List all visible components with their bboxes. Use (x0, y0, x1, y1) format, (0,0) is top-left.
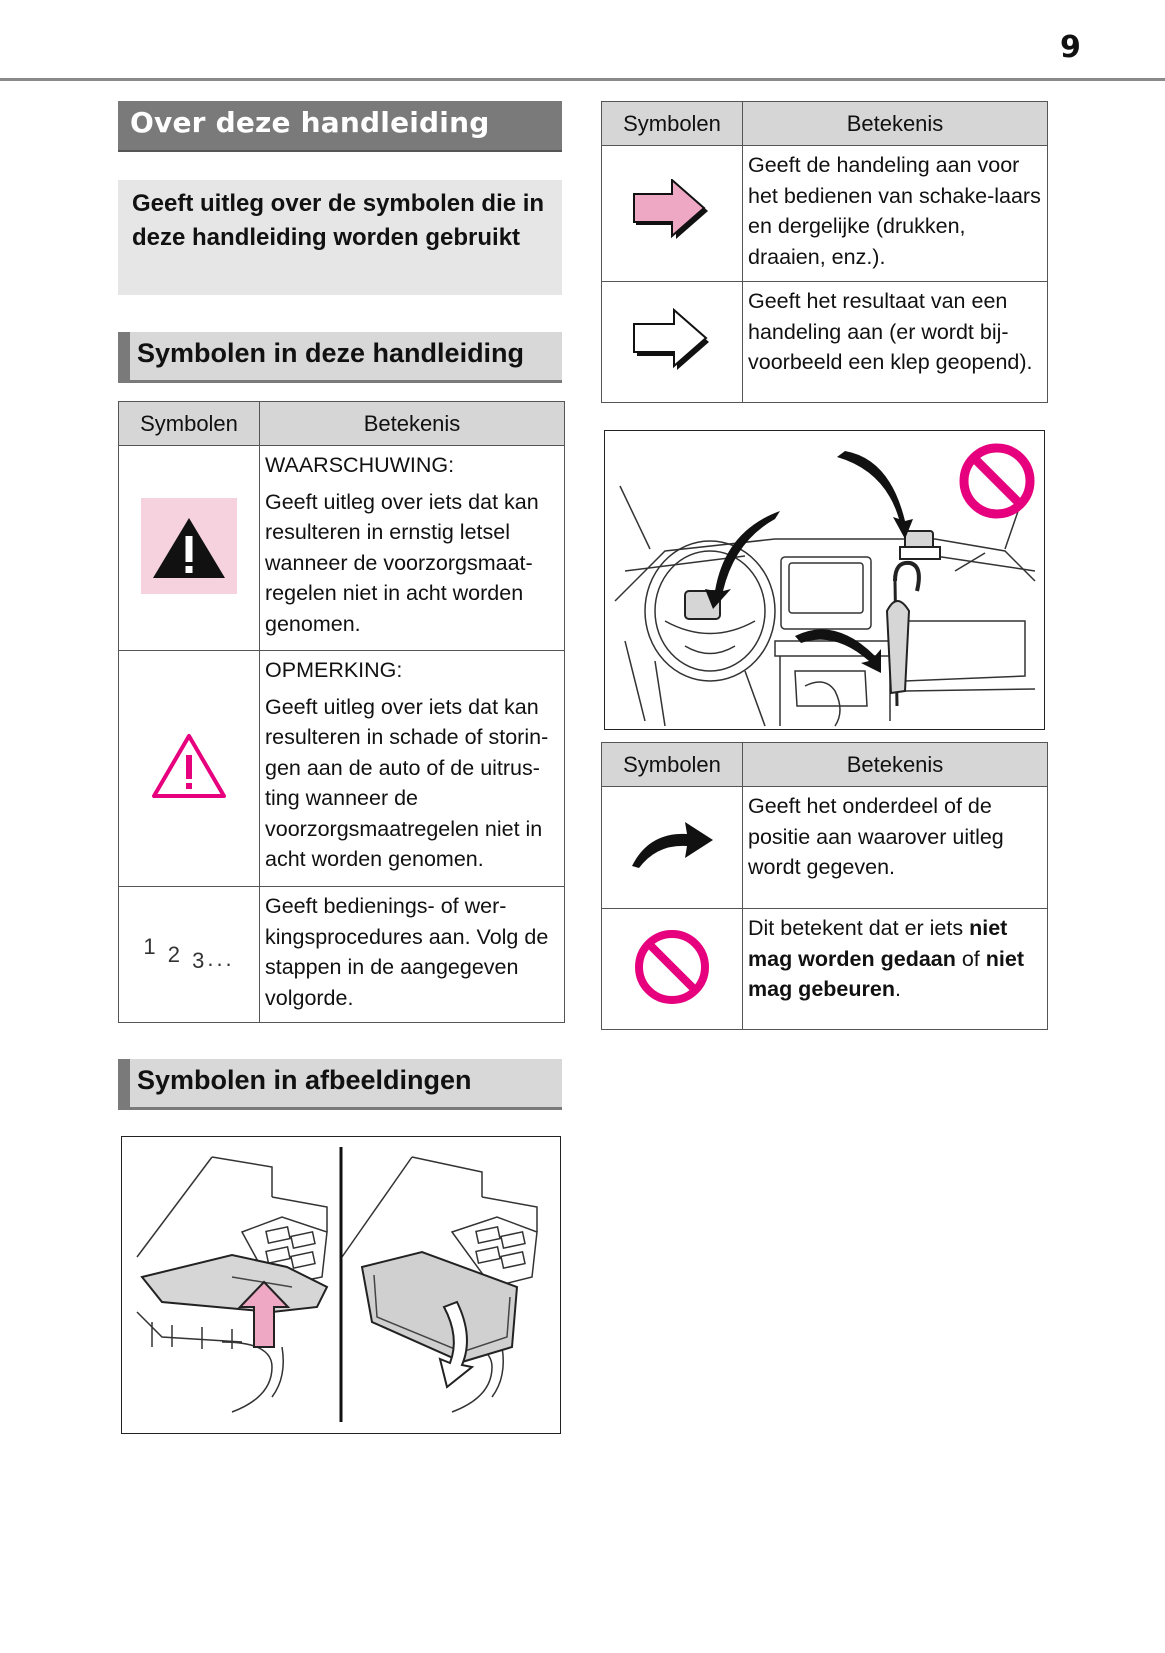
symbols-table-manual (118, 401, 565, 1023)
row-text: Geeft bedienings- of wer-kingsprocedures aan. Volg de stappen in de aangegeven volgorde. (265, 894, 549, 1010)
table-header-symbols: Symbolen (602, 102, 743, 146)
chapter-title: Over deze handleiding (130, 106, 490, 139)
text-part: . (894, 977, 901, 1001)
intro-text: Geeft uitleg over de symbolen die in deze handleiding worden gebruikt (132, 190, 545, 251)
row-text: Geeft uitleg over iets dat kan resulteren in schade of storin-gen aan de auto of de uitrus-ting wanneer de voorzorgsmaatregelen niet in acht worden genomen. (265, 694, 549, 871)
table-row (119, 651, 565, 887)
section-title: Symbolen in afbeeldingen (137, 1065, 472, 1095)
text-part: of (955, 946, 986, 971)
prohibition-icon (632, 927, 712, 1007)
step-numbers-icon (119, 933, 259, 973)
step-number-three: 3 (192, 947, 208, 973)
curved-pointer-arrow-icon (629, 818, 715, 872)
row-text: Geeft de handeling aan voor het bedienen van schake-laars en dergelijke (drukken, draaien, enz.). (748, 153, 1041, 269)
pink-operation-arrow-icon (632, 179, 712, 243)
section-title: Symbolen in deze handleiding (137, 338, 525, 368)
illustration-dashboard (604, 430, 1045, 730)
section-heading-symbols-manual (118, 332, 562, 383)
row-text: Geeft het resultaat van een handeling aan (er wordt bij-voorbeeld een klep geopend). (748, 289, 1033, 374)
notice-triangle-icon (150, 731, 228, 801)
warning-triangle-icon (141, 498, 237, 594)
symbols-table-figures (601, 742, 1048, 1030)
row-text: Geeft het onderdeel of de positie aan waarover uitleg wordt gegeven. (748, 794, 1004, 879)
dashboard-drawing (605, 431, 1044, 729)
table-header-meaning: Betekenis (743, 743, 1048, 787)
table-row (119, 887, 565, 1023)
emphasis-text: niet mag gebeuren (748, 946, 1024, 1001)
table-header-meaning: Betekenis (743, 102, 1048, 146)
step-number-one: 1 (143, 933, 159, 959)
table-row (602, 146, 1048, 282)
outline-result-arrow-icon (632, 308, 712, 372)
row-text (748, 913, 1043, 1005)
table-row (602, 909, 1048, 1030)
header-rule (0, 78, 1165, 81)
row-title: OPMERKING: (265, 658, 403, 682)
overhead-console-drawing (122, 1137, 560, 1433)
text-part: Dit betekent dat er iets (748, 916, 970, 940)
step-number-two: 2 (167, 941, 183, 967)
illustration-overhead-console (121, 1136, 561, 1434)
page-number: 9 (1060, 30, 1081, 65)
table-header-meaning: Betekenis (260, 402, 565, 446)
intro-box (118, 180, 562, 295)
row-title: WAARSCHUWING: (265, 453, 455, 477)
step-dots: ... (207, 945, 235, 971)
emphasis-text: niet mag worden gedaan (748, 916, 1008, 971)
table-row (602, 787, 1048, 909)
symbols-table-operation (601, 101, 1048, 403)
section-heading-symbols-figures (118, 1059, 562, 1110)
row-text: Geeft uitleg over iets dat kan resulteren in ernstig letsel wanneer de voorzorgsmaat-regelen niet in acht worden genomen. (265, 489, 539, 636)
table-header-symbols: Symbolen (119, 402, 260, 446)
table-header-symbols: Symbolen (602, 743, 743, 787)
chapter-title-bar (118, 101, 562, 152)
table-row (602, 282, 1048, 403)
table-row (119, 446, 565, 651)
